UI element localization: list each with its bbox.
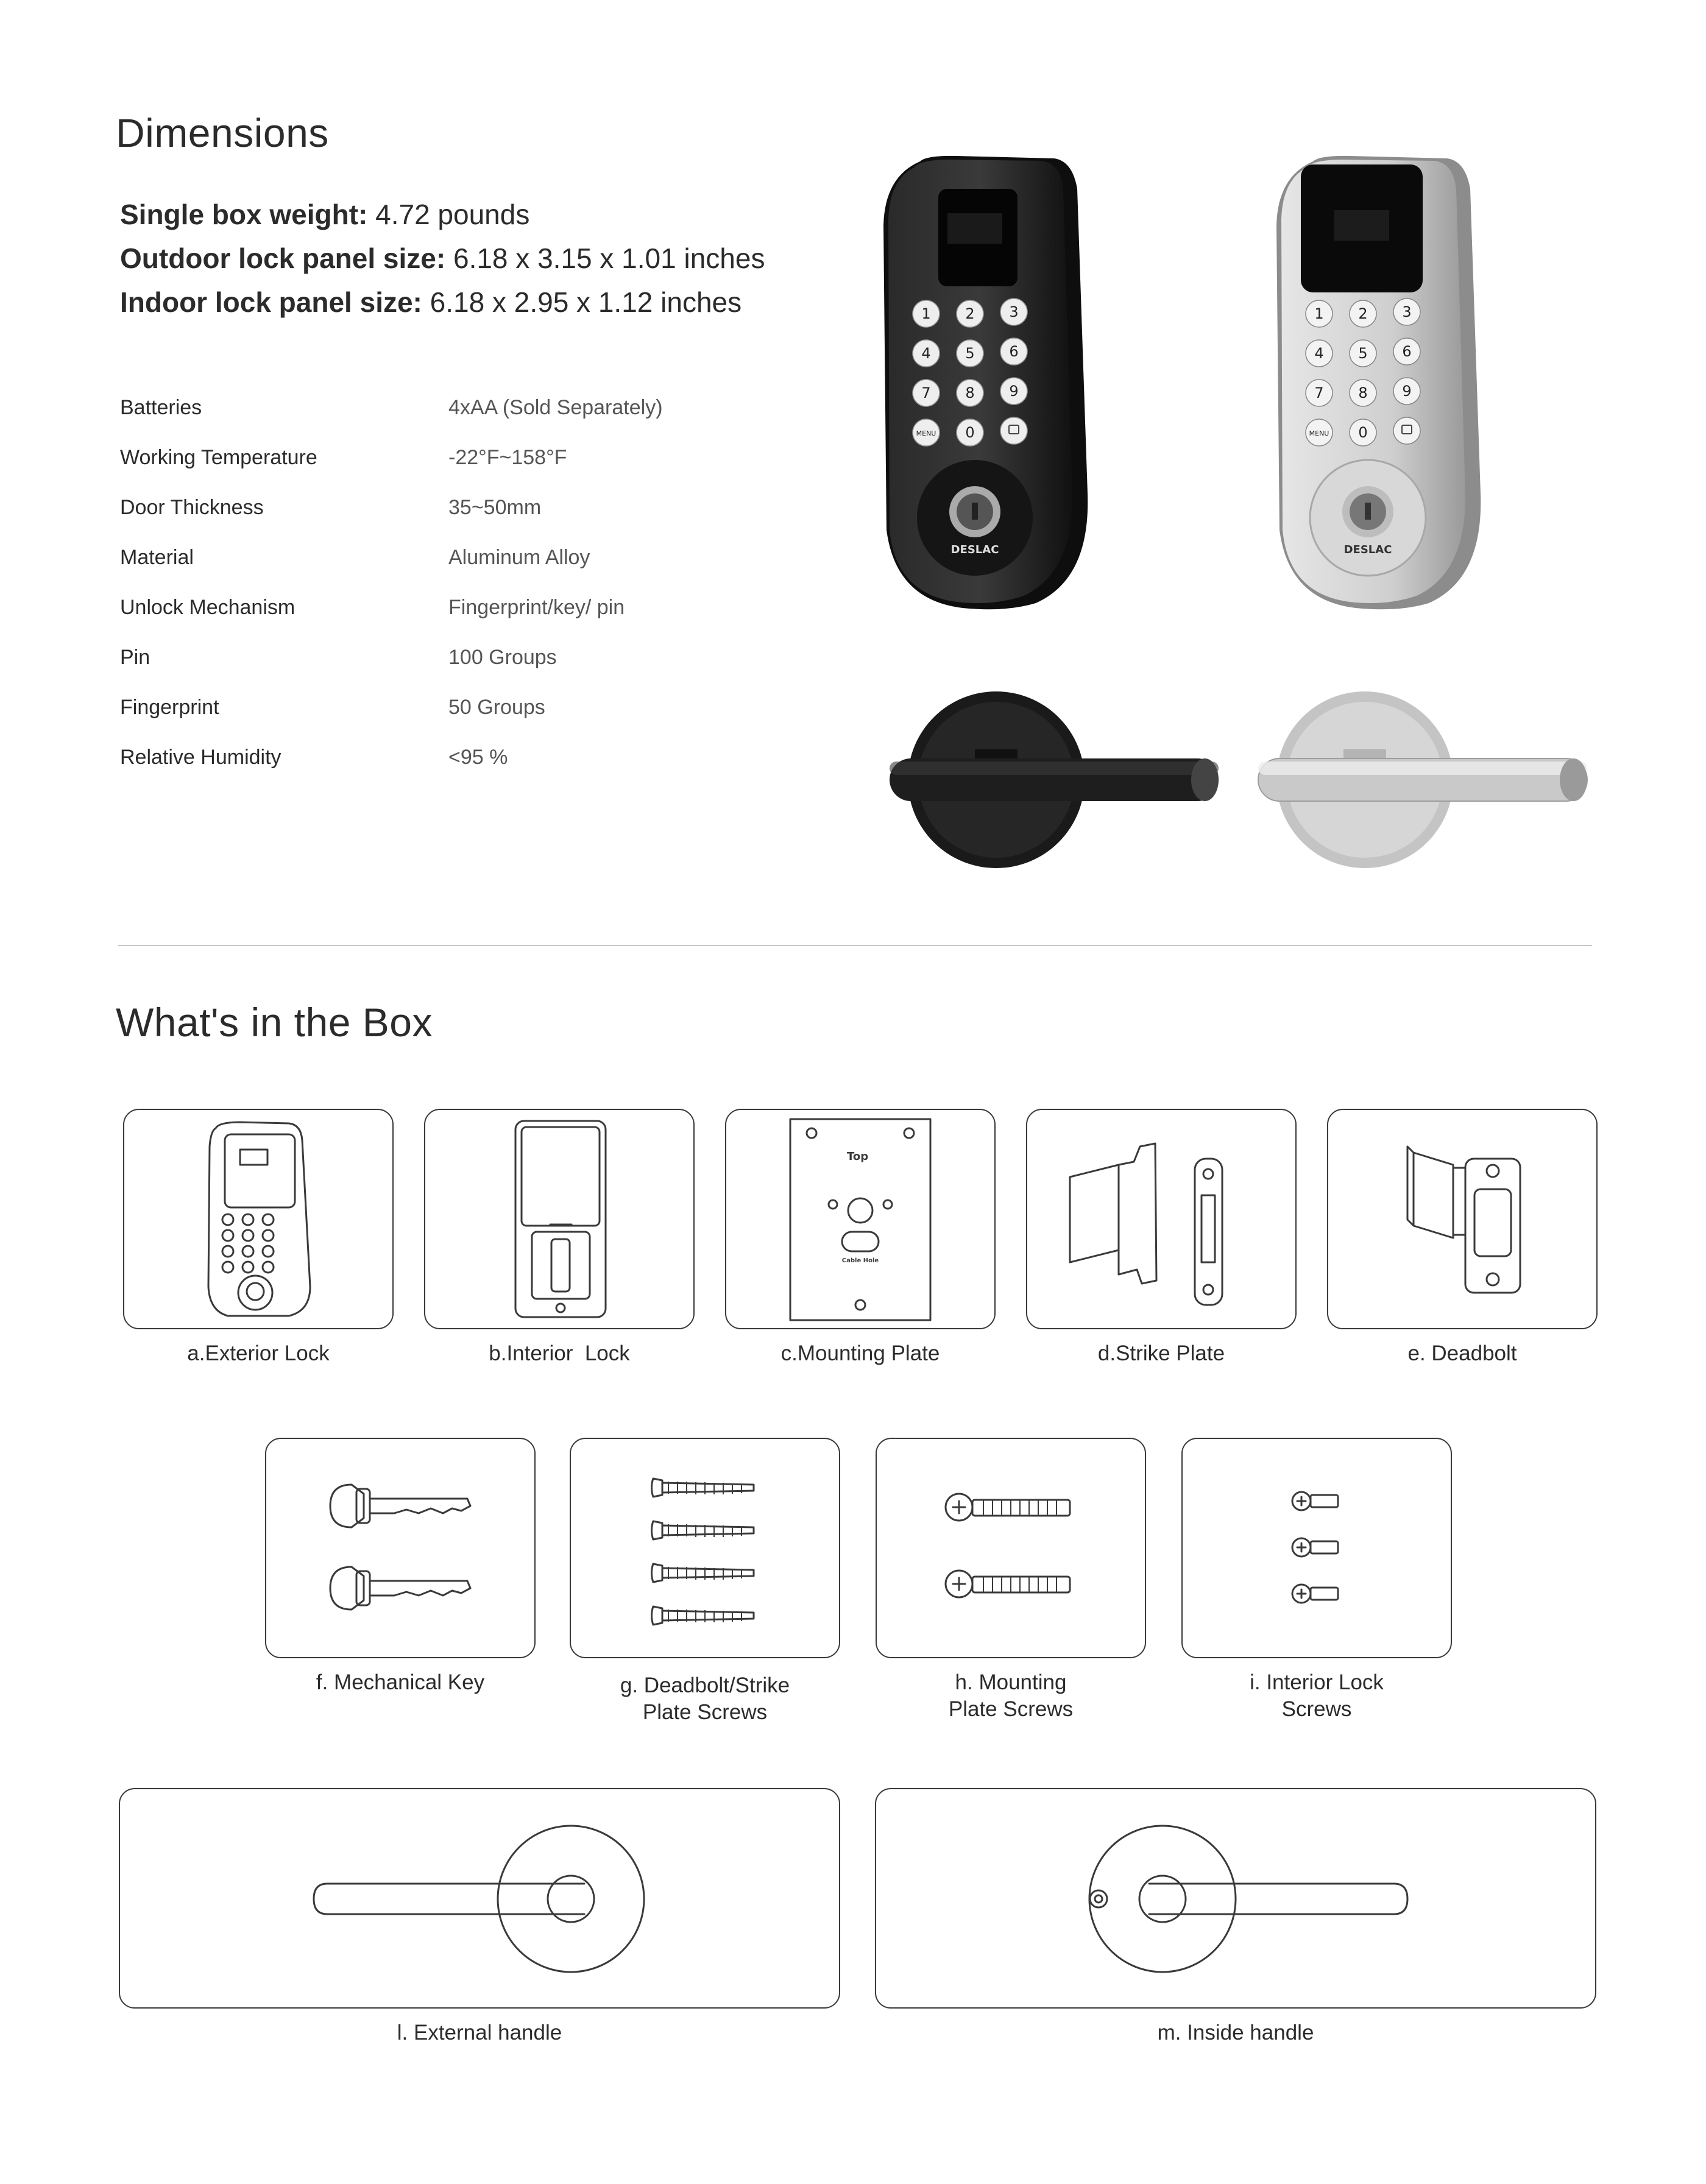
key-label: 3 — [1402, 303, 1412, 320]
section-divider — [118, 945, 1592, 946]
box-item-interior-lock — [424, 1109, 695, 1329]
spec-value: 35~50mm — [448, 496, 542, 519]
caption-line-2: Plate Screws — [642, 1700, 768, 1724]
caption-exterior-lock: a.Exterior Lock — [187, 1341, 330, 1365]
key-label: 2 — [965, 305, 975, 322]
box-item-external-handle — [119, 1788, 840, 2009]
key-label: 6 — [1009, 343, 1019, 360]
spec-value: <95 % — [448, 746, 508, 769]
spec-label: Unlock Mechanism — [120, 596, 296, 619]
caption-mounting-plate: c.Mounting Plate — [780, 1341, 940, 1365]
box-title: What's in the Box — [116, 1000, 433, 1045]
key-label: 6 — [1402, 343, 1412, 360]
key-label: 5 — [1358, 345, 1368, 362]
interior-lock-drawing — [425, 1110, 693, 1328]
key-label: 8 — [1358, 384, 1368, 401]
box-item-deadbolt — [1327, 1109, 1598, 1329]
caption-deadbolt: e. Deadbolt — [1407, 1341, 1517, 1365]
key-label: 4 — [921, 345, 931, 362]
summary-weight: Single box weight: 4.72 pounds — [120, 199, 530, 230]
box-item-exterior-lock — [123, 1109, 394, 1329]
caption-deadbolt-strike-screws — [570, 1672, 840, 1726]
key-label: 1 — [1314, 305, 1324, 322]
spec-value: Fingerprint/key/ pin — [448, 596, 625, 619]
caption-external-handle: l. External handle — [397, 2021, 562, 2044]
box-item-deadbolt-strike-screws — [570, 1438, 840, 1658]
plate-top-label: Top — [847, 1150, 869, 1163]
box-item-mechanical-key — [265, 1438, 536, 1658]
key-label: 9 — [1009, 383, 1019, 400]
caption-interior-lock-screws — [1181, 1669, 1452, 1723]
summary-outdoor-size: Outdoor lock panel size: 6.18 x 3.15 x 1.01 inches — [120, 242, 765, 274]
key-label: MENU — [916, 429, 936, 437]
spec-value: Aluminum Alloy — [448, 546, 590, 569]
box-item-mounting-plate — [725, 1109, 996, 1329]
spec-label: Working Temperature — [120, 446, 317, 469]
cable-hole-label: Cable Hole — [841, 1257, 879, 1264]
caption-line-1: g. Deadbolt/Strike — [620, 1673, 790, 1697]
spec-value: 50 Groups — [448, 696, 545, 719]
caption-mechanical-key: f. Mechanical Key — [316, 1670, 485, 1694]
key-label: 0 — [965, 424, 975, 441]
key-label: 2 — [1358, 305, 1368, 322]
caption-line-1: h. Mounting — [955, 1670, 1067, 1694]
caption-inside-handle: m. Inside handle — [1157, 2021, 1314, 2044]
caption-strike-plate: d.Strike Plate — [1097, 1341, 1225, 1365]
black-lever-handle-image — [883, 682, 1225, 877]
mounting-plate-screws-drawing — [877, 1439, 1145, 1657]
box-item-strike-plate — [1026, 1109, 1297, 1329]
key-label: MENU — [1309, 429, 1329, 437]
spec-label: Door Thickness — [120, 496, 264, 519]
spec-label: Pin — [120, 646, 150, 669]
box-item-interior-lock-screws — [1181, 1438, 1452, 1658]
spec-label: Fingerprint — [120, 696, 219, 719]
spec-value: 4xAA (Sold Separately) — [448, 396, 663, 419]
key-label: 7 — [1314, 384, 1324, 401]
caption-line-2: Plate Screws — [948, 1697, 1074, 1721]
spec-value: 100 Groups — [448, 646, 557, 669]
silver-lever-handle-image — [1252, 682, 1593, 877]
spec-label: Material — [120, 546, 194, 569]
caption-line-2: Screws — [1281, 1697, 1352, 1721]
key-label: 5 — [965, 345, 975, 362]
inside-handle-drawing — [876, 1789, 1595, 2007]
mounting-plate-drawing — [726, 1110, 994, 1328]
caption-mounting-plate-screws — [876, 1669, 1146, 1723]
spec-label: Batteries — [120, 396, 202, 419]
brand-logo: DESLAC — [1343, 543, 1392, 556]
key-label: 1 — [921, 305, 931, 322]
box-item-inside-handle — [875, 1788, 1596, 2009]
spec-value: -22°F~158°F — [448, 446, 567, 469]
black-keypad-lock-image — [871, 152, 1091, 615]
key-label: 3 — [1009, 303, 1019, 320]
summary-indoor-size: Indoor lock panel size: 6.18 x 2.95 x 1.12 inches — [120, 286, 742, 318]
external-handle-drawing — [120, 1789, 839, 2007]
caption-line-1: i. Interior Lock — [1250, 1670, 1384, 1694]
key-label: 7 — [921, 384, 931, 401]
silver-keypad-lock-image — [1264, 152, 1484, 615]
key-label: 4 — [1314, 345, 1324, 362]
exterior-lock-drawing — [124, 1110, 392, 1328]
key-label: 8 — [965, 384, 975, 401]
caption-interior-lock: b.Interior Lock — [489, 1341, 630, 1365]
key-label: 0 — [1358, 424, 1368, 441]
key-label: 9 — [1402, 383, 1412, 400]
brand-logo: DESLAC — [950, 543, 999, 556]
deadbolt-strike-screws-drawing — [571, 1439, 839, 1657]
dimensions-title: Dimensions — [116, 110, 329, 155]
deadbolt-drawing — [1328, 1110, 1596, 1328]
strike-plate-drawing — [1027, 1110, 1295, 1328]
box-item-mounting-plate-screws — [876, 1438, 1146, 1658]
interior-lock-screws-drawing — [1183, 1439, 1451, 1657]
mechanical-key-drawing — [266, 1439, 534, 1657]
spec-label: Relative Humidity — [120, 746, 281, 769]
